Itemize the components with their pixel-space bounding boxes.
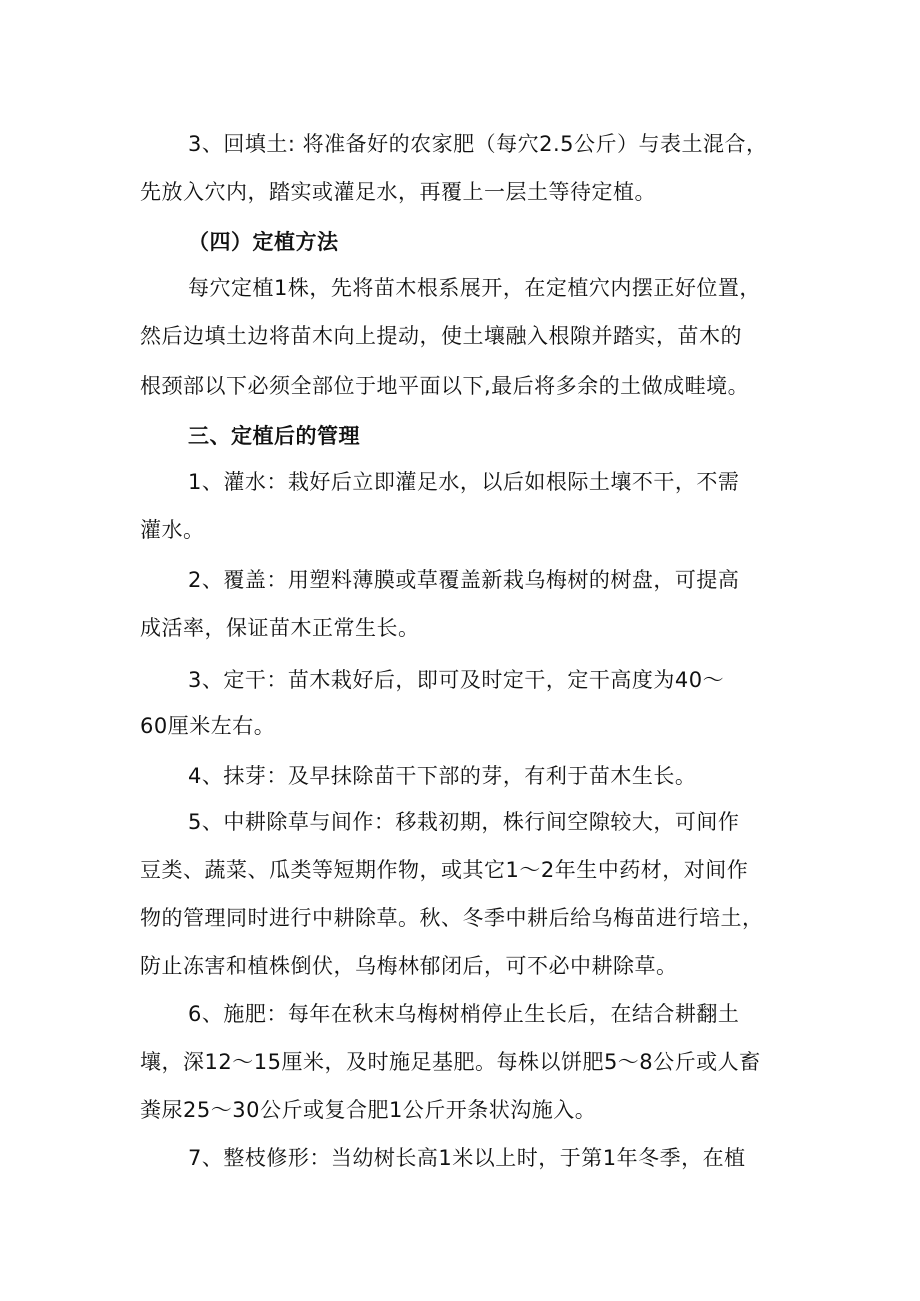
- paragraph-intercrop-line-2: 豆类、蔬菜、瓜类等短期作物，或其它1〜2年生中药材，对间作: [140, 858, 749, 882]
- paragraph-fertilizer-line-3: 粪尿25〜30公斤或复合肥1公斤开条状沟施入。: [140, 1098, 597, 1122]
- paragraph-intercrop-line-3: 物的管理同时进行中耕除草。秋、冬季中耕后给乌梅苗进行培土，: [140, 906, 764, 930]
- paragraph-planting-line-3: 根颈部以下必须全部位于地平面以下,最后将多余的土做成畦境。: [140, 374, 750, 398]
- paragraph-intercrop-line-1: 5、中耕除草与间作：移栽初期，株行间空隙较大，可间作: [188, 810, 740, 834]
- paragraph-trunk-line-2: 60厘米左右。: [140, 714, 276, 738]
- section-heading-management: 三、定植后的管理: [188, 424, 360, 448]
- paragraph-watering-line-2: 灌水。: [140, 518, 205, 542]
- paragraph-watering-line-1: 1、灌水：栽好后立即灌足水，以后如根际土壤不干，不需: [188, 470, 740, 494]
- paragraph-cover-line-1: 2、覆盖：用塑料薄膜或草覆盖新栽乌梅树的树盘，可提高: [188, 568, 740, 592]
- paragraph-pruning-line-1: 7、整枝修形：当幼树长高1米以上时，于第1年冬季，在植: [188, 1146, 746, 1170]
- paragraph-fertilizer-line-1: 6、施肥：每年在秋末乌梅树梢停止生长后，在结合耕翻土: [188, 1002, 740, 1026]
- paragraph-backfill-line-1: 3、回填土: 将准备好的农家肥（每穴2.5公斤）与表土混合，: [188, 132, 768, 156]
- section-heading-planting-method: （四）定植方法: [188, 230, 339, 254]
- paragraph-fertilizer-line-2: 壤，深12〜15厘米，及时施足基肥。每株以饼肥5〜8公斤或人畜: [140, 1050, 761, 1074]
- paragraph-trunk-line-1: 3、定干：苗木栽好后，即可及时定干，定干高度为40〜: [188, 668, 725, 692]
- paragraph-planting-line-2: 然后边填土边将苗木向上提动，使土壤融入根隙并踏实，苗木的: [140, 324, 742, 348]
- paragraph-planting-line-1: 每穴定植1株，先将苗木根系展开，在定植穴内摆正好位置，: [188, 276, 761, 300]
- paragraph-cover-line-2: 成活率，保证苗木正常生长。: [140, 616, 420, 640]
- paragraph-backfill-line-2: 先放入穴内，踏实或灌足水，再覆上一层土等待定植。: [140, 180, 656, 204]
- paragraph-bud-removal: 4、抹芽：及早抹除苗干下部的芽，有利于苗木生长。: [188, 764, 697, 788]
- paragraph-intercrop-line-4: 防止冻害和植株倒伏，乌梅林郁闭后，可不必中耕除草。: [140, 954, 678, 978]
